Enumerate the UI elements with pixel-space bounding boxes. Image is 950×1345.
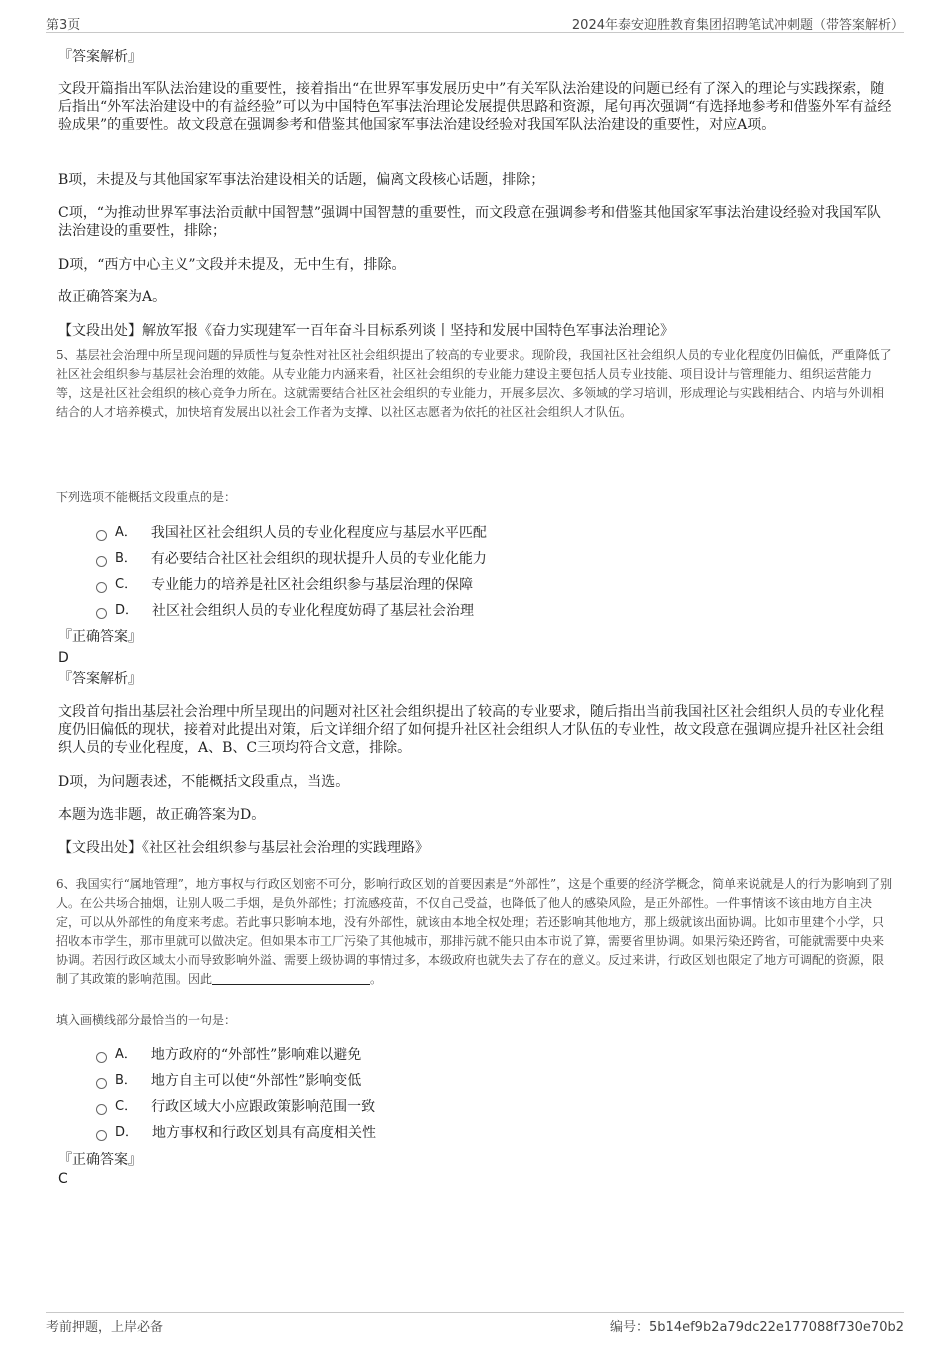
question-5-analysis-paragraph: 文段首句指出基层社会治理中所呈现出的问题对社区社会组织提出了较高的专业要求，随后指出当前我国社区社会组织人员的专业化程度仍旧偏低的现状，接着对此提出对策，后文详细介绍了如何提升社区社会组织人才队伍的专业性，故文段意在强调应提升社区社会组织人员的专业化程度，A、B、C三项均符合文意，排除。 (58, 704, 884, 756)
radio-icon[interactable] (96, 1052, 107, 1063)
radio-icon[interactable] (96, 1130, 107, 1141)
prev-analysis-paragraph: 故正确答案为A。 (58, 289, 167, 305)
fill-in-blank (212, 972, 370, 985)
radio-icon[interactable] (96, 1104, 107, 1115)
prev-analysis-paragraph: B项，未提及与其他国家军事法治建设相关的话题，偏离文段核心话题，排除； (58, 172, 545, 188)
question-5-prompt: 下列选项不能概括文段重点的是： (56, 490, 237, 504)
prev-analysis-paragraph: D项，“西方中心主义”文段并未提及，无中生有，排除。 (58, 257, 406, 273)
radio-icon[interactable] (96, 608, 107, 619)
question-6-option-b[interactable]: B． 地方自主可以使“外部性”影响变低 (96, 1072, 361, 1090)
radio-icon[interactable] (96, 530, 107, 541)
question-6-option-d[interactable]: D． 地方事权和行政区划具有高度相关性 (96, 1124, 376, 1142)
prev-analysis-paragraph: 文段开篇指出军队法治建设的重要性，接着指出“在世界军事发展历史中”有关军队法治建设的问题已经有了深入的理论与实践探索，随后指出“外军法治建设中的有益经验”可以为中国特色军事法治理论发展提供思路和资源，尾句再次强调“有选择地参考和借鉴外军有益经验成果”的重要性。故文段意在强调参考和借鉴其他国家军事法治建设经验对我国军队法治建设的重要性，对应A项。 (58, 81, 892, 133)
question-5-option-b[interactable]: B． 有必要结合社区社会组织的现状提升人员的专业化能力 (96, 550, 487, 568)
footer-slogan: 考前押题，上岸必备 (46, 1320, 164, 1335)
question-5-option-a[interactable]: A． 我国社区社会组织人员的专业化程度应与基层水平匹配 (96, 524, 487, 542)
question-5-option-c[interactable]: C． 专业能力的培养是社区社会组织参与基层治理的保障 (96, 576, 473, 594)
page-header (46, 12, 904, 33)
question-5-answer: D (58, 650, 69, 666)
prev-source: 【文段出处】解放军报《奋力实现建军一百年奋斗目标系列谈丨坚持和发展中国特色军事法治理论》 (58, 323, 674, 339)
question-6-answer: C (58, 1171, 68, 1187)
question-6-option-a[interactable]: A． 地方政府的“外部性”影响难以避免 (96, 1046, 361, 1064)
question-5-analysis-paragraph: D项，为问题表述，不能概括文段重点，当选。 (58, 774, 350, 790)
question-6-prompt: 填入画横线部分最恰当的一句是： (56, 1013, 237, 1027)
question-6-stem: 6、我国实行“属地管理”，地方事权与行政区划密不可分，影响行政区划的首要因素是“外部性”，这是个重要的经济学概念，简单来说就是人的行为影响到了别人。在公共场合抽烟，让别人吸二手烟，是负外部性；打流感疫苗，不仅自己受益，也降低了他人的感染风险，是正外部性。一件事情该不该由地方自主决定，可以从外部性的角度来考虑。若此事只影响本地，没有外部性，就该由本地全权处理；若还影响其他地方，那上级就该出面协调。比如市里建个小学，只招收本市学生，那市里就可以做决定。但如果本市工厂污染了其他城市，那排污就不能只由本市说了算，需要省里协调。如果污染还跨省，可能就需要中央来协调。若因行政区域太小而导致影响外溢、需要上级协调的事情过多，本级政府也就失去了存在的意义。反过来讲，行政区划也限定了地方可调配的资源，限制了其政策的影响范围。因此 。 (56, 877, 893, 986)
document-id: 编号：5b14ef9b2a79dc22e177088f730e70b2 (610, 1320, 904, 1335)
question-5-option-d[interactable]: D． 社区社会组织人员的专业化程度妨碍了基层社会治理 (96, 602, 474, 620)
question-5-stem: 5、基层社会治理中所呈现问题的异质性与复杂性对社区社会组织提出了较高的专业要求。现阶段，我国社区社会组织人员的专业化程度仍旧偏低，严重降低了社区社会组织参与基层社会治理的效能。从专业能力内涵来看，社区社会组织的专业能力建设主要包括人员专业技能、项目设计与管理能力、组织运营能力等，这是社区社会组织的核心竞争力所在。这就需要结合社区社会组织的专业能力，开展多层次、多领域的学习培训，形成理论与实践相结合、内培与外训相结合的人才培养模式，加快培育发展出以社会工作者为支撑、以社区志愿者为依托的社区社会组织人才队伍。 (56, 348, 892, 419)
document-title: 2024年泰安迎胜教育集团招聘笔试冲刺题（带答案解析） (571, 18, 904, 33)
page-footer (46, 1312, 904, 1335)
question-6-option-c[interactable]: C． 行政区域大小应跟政策影响范围一致 (96, 1098, 375, 1116)
question-6-answer-label: 『正确答案』 (58, 1152, 142, 1168)
radio-icon[interactable] (96, 582, 107, 593)
radio-icon[interactable] (96, 1078, 107, 1089)
prev-analysis-label: 『答案解析』 (58, 49, 142, 65)
question-5-answer-label: 『正确答案』 (58, 629, 142, 645)
question-5-analysis-paragraph: 本题为选非题，故正确答案为D。 (58, 807, 266, 823)
page-number: 第3页 (46, 18, 81, 33)
question-5-source: 【文段出处】《社区社会组织参与基层社会治理的实践理路》 (58, 840, 429, 856)
question-5-analysis-label: 『答案解析』 (58, 671, 142, 687)
radio-icon[interactable] (96, 556, 107, 567)
prev-analysis-paragraph: C项，“为推动世界军事法治贡献中国智慧”强调中国智慧的重要性，而文段意在强调参考和借鉴其他国家军事法治建设经验对我国军队法治建设的重要性，排除； (58, 205, 882, 239)
